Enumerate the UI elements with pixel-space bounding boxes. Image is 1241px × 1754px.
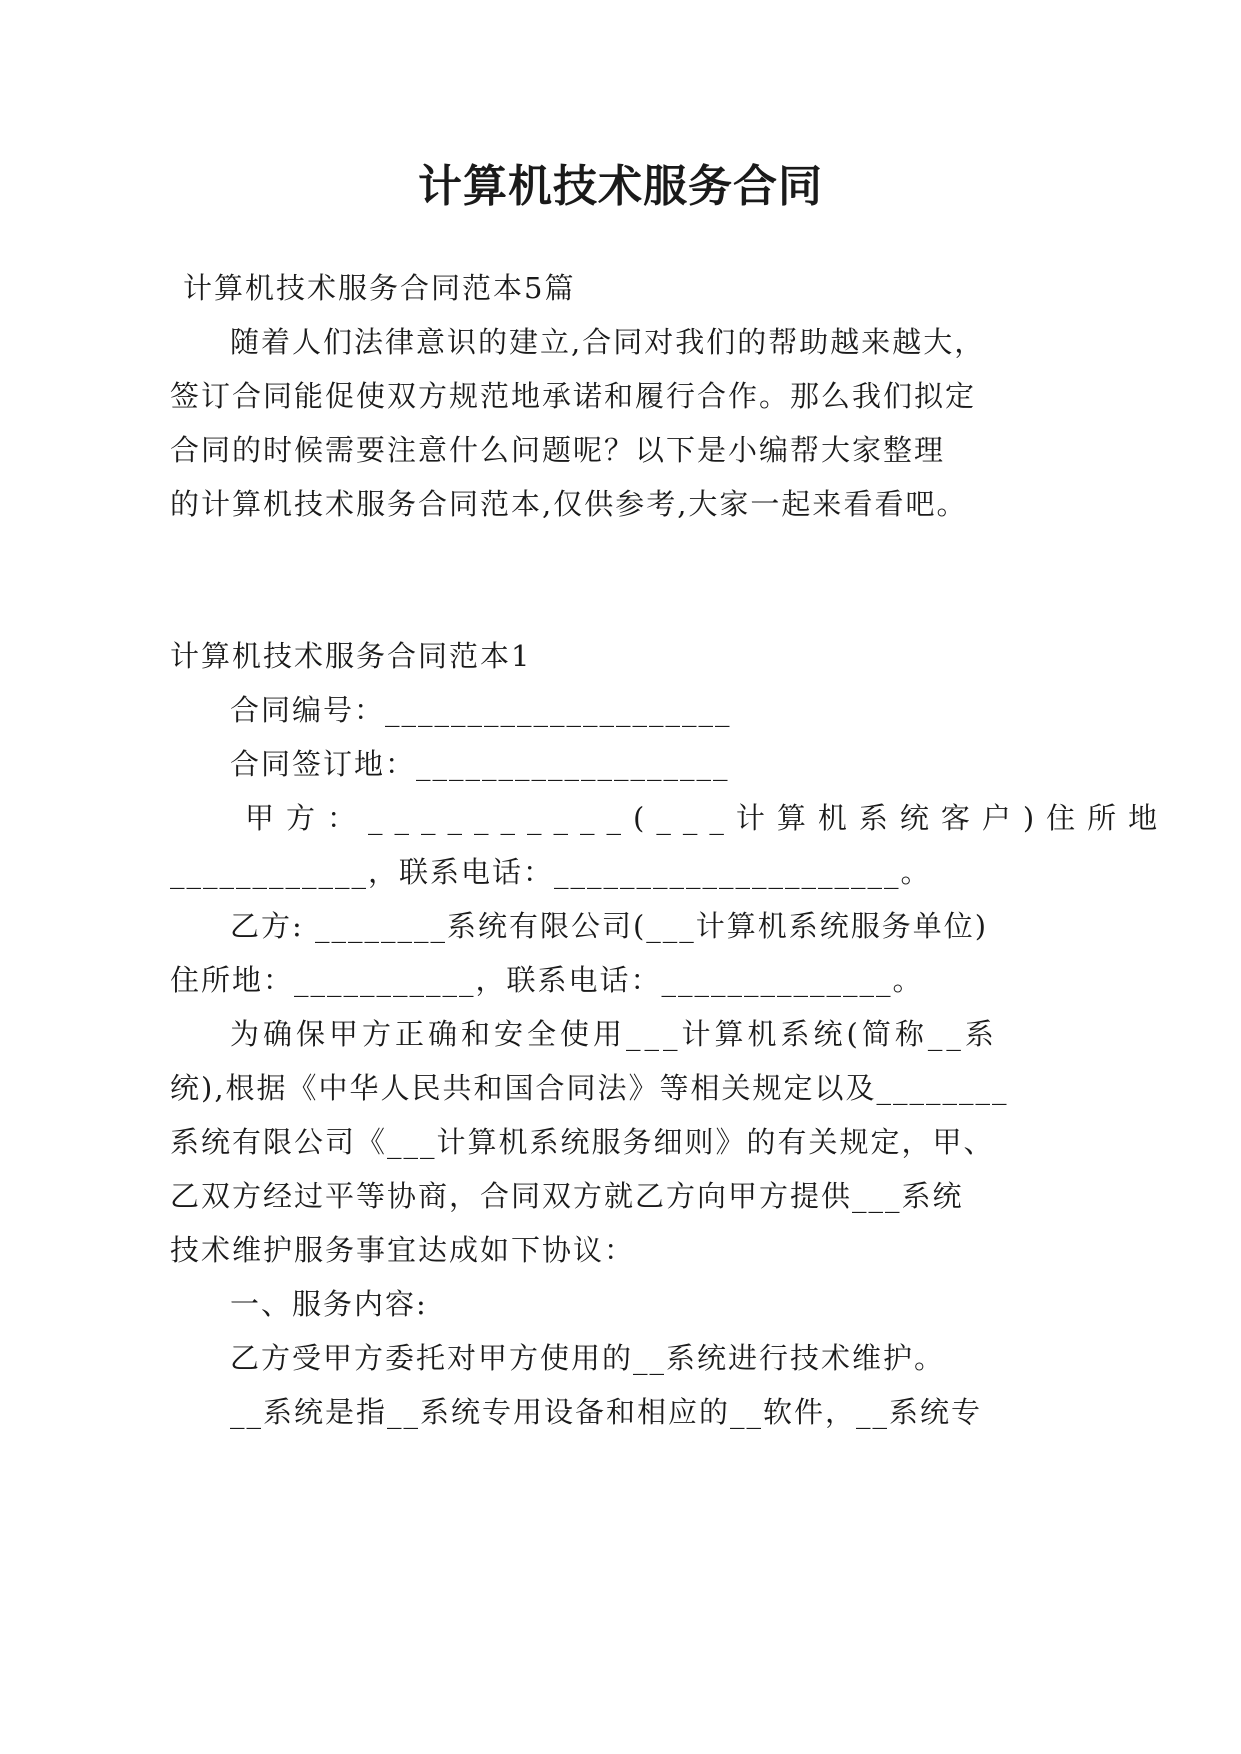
purpose-line-4: 乙双方经过平等协商，合同双方就乙方向甲方提供___系统 bbox=[170, 1179, 964, 1213]
party-b-line-1: 乙方: ________系统有限公司(___计算机系统服务单位) bbox=[230, 909, 989, 943]
clause-1-continued: __系统是指__系统专用设备和相应的__软件，__系统专 bbox=[230, 1395, 983, 1429]
party-a-line-1: 甲方：__________(___计算机系统客户)住所地 bbox=[245, 801, 1170, 835]
document-subtitle: 计算机技术服务合同范本5篇 bbox=[183, 271, 576, 305]
contract-place-field: 合同签订地：___________________ bbox=[230, 747, 730, 781]
document-title: 计算机技术服务合同 bbox=[418, 161, 823, 212]
purpose-line-3: 系统有限公司《___计算机系统服务细则》的有关规定，甲、 bbox=[170, 1125, 995, 1159]
party-a-line-2: ____________，联系电话：_____________________。 bbox=[170, 855, 932, 889]
purpose-line-2: 统),根据《中华人民共和国合同法》等相关规定以及________ bbox=[170, 1071, 1009, 1105]
section-heading: 计算机技术服务合同范本1 bbox=[170, 639, 532, 673]
clause-1-heading: 一、服务内容: bbox=[230, 1287, 428, 1321]
intro-line-2: 签订合同能促使双方规范地承诺和履行合作。那么我们拟定 bbox=[170, 379, 977, 413]
intro-line-1: 随着人们法律意识的建立,合同对我们的帮助越来越大， bbox=[230, 325, 986, 359]
party-b-line-2: 住所地：___________，联系电话：______________。 bbox=[170, 963, 924, 997]
clause-1-text: 乙方受甲方委托对甲方使用的__系统进行技术维护。 bbox=[230, 1341, 946, 1375]
intro-line-4: 的计算机技术服务合同范本,仅供参考,大家一起来看看吧。 bbox=[170, 487, 968, 521]
intro-line-3: 合同的时候需要注意什么问题呢？以下是小编帮大家整理 bbox=[170, 433, 946, 467]
purpose-line-1: 为确保甲方正确和安全使用___计算机系统(简称__系 bbox=[230, 1017, 998, 1051]
purpose-line-5: 技术维护服务事宜达成如下协议： bbox=[170, 1233, 636, 1267]
contract-number-field: 合同编号：_____________________ bbox=[230, 693, 732, 727]
